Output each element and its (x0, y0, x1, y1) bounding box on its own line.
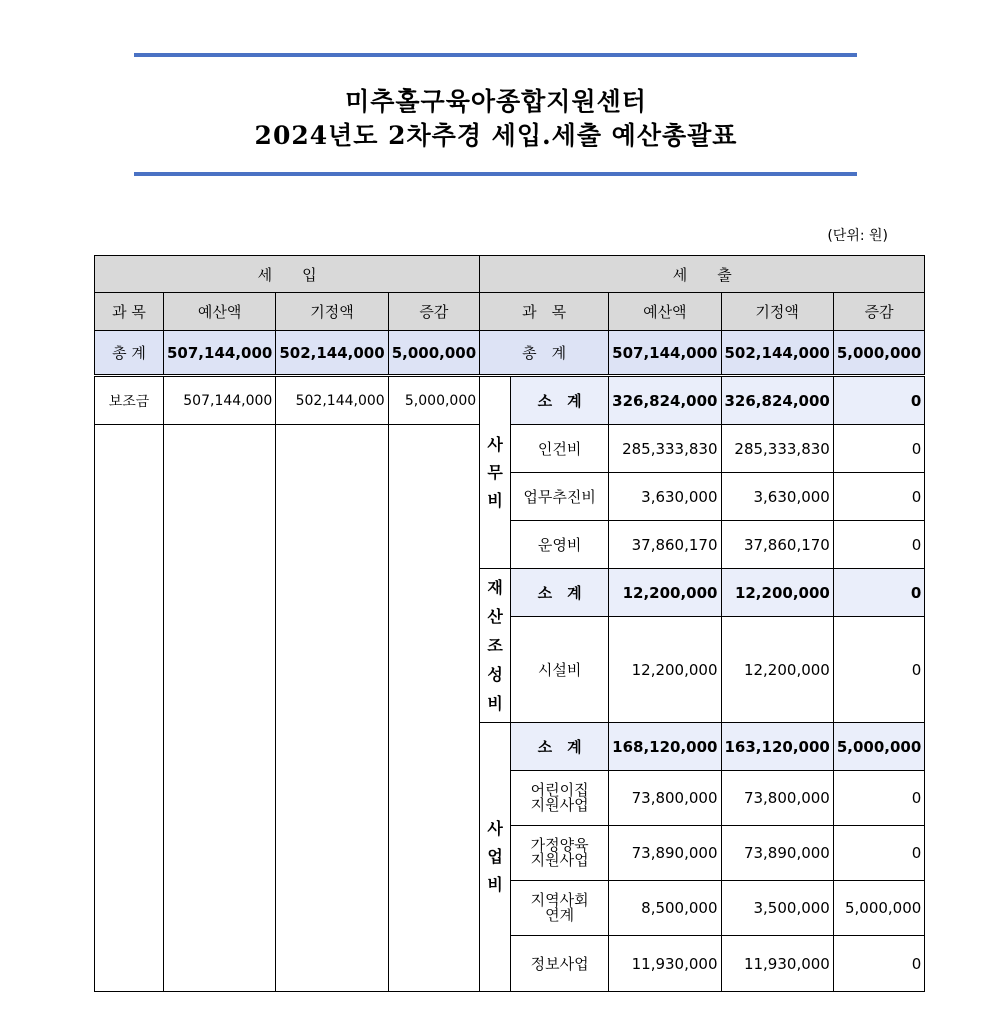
exp-item-label: 시설비 (511, 617, 609, 723)
group-property-label: 재 산 조 성 비 (480, 569, 511, 723)
exp-col-budget: 예산액 (609, 293, 721, 331)
exp-item-budget: 8,500,000 (609, 881, 721, 936)
exp-item-prior: 3,630,000 (721, 473, 833, 521)
rev-col-change: 증감 (388, 293, 479, 331)
exp-item-budget: 11,930,000 (609, 936, 721, 992)
exp-item-budget: 285,333,830 (609, 425, 721, 473)
exp-item-change: 5,000,000 (833, 881, 924, 936)
group-program-subtotal-change: 5,000,000 (833, 723, 924, 771)
exp-item-budget: 37,860,170 (609, 521, 721, 569)
exp-col-subject: 과 목 (480, 293, 609, 331)
exp-total-change: 5,000,000 (833, 331, 924, 376)
group-office-subtotal-budget: 326,824,000 (609, 376, 721, 425)
budget-table (94, 255, 925, 992)
group-property-subtotal-label: 소 계 (511, 569, 609, 617)
group-office-subtotal-prior: 326,824,000 (721, 376, 833, 425)
exp-item-label: 운영비 (511, 521, 609, 569)
rev-row-label: 보조금 (95, 376, 164, 425)
rev-empty-prior (276, 425, 388, 992)
exp-item-change: 0 (833, 425, 924, 473)
exp-total-prior: 502,144,000 (721, 331, 833, 376)
exp-item-label: 가정양육 지원사업 (511, 826, 609, 881)
rev-row-change: 5,000,000 (388, 376, 479, 425)
title-line2: 2024년도 2차추경 세입.세출 예산총괄표 (254, 121, 738, 150)
expenditure-header: 세 출 (480, 256, 925, 293)
group-program-label: 사 업 비 (480, 723, 511, 992)
exp-item-prior: 3,500,000 (721, 881, 833, 936)
exp-item-budget: 12,200,000 (609, 617, 721, 723)
exp-total-budget: 507,144,000 (609, 331, 721, 376)
rev-total-prior: 502,144,000 (276, 331, 388, 376)
exp-item-budget: 3,630,000 (609, 473, 721, 521)
exp-item-budget: 73,800,000 (609, 771, 721, 826)
title-line1: 미추홀구육아종합지원센터 (345, 87, 647, 116)
exp-item-change: 0 (833, 771, 924, 826)
exp-item-prior: 12,200,000 (721, 617, 833, 723)
rev-total-budget: 507,144,000 (164, 331, 276, 376)
rev-col-prior: 기정액 (276, 293, 388, 331)
exp-item-label: 정보사업 (511, 936, 609, 992)
rev-row-prior: 502,144,000 (276, 376, 388, 425)
group-property-subtotal-change: 0 (833, 569, 924, 617)
exp-item-prior: 73,800,000 (721, 771, 833, 826)
group-office-subtotal-label: 소 계 (511, 376, 609, 425)
exp-item-label: 어린이집 지원사업 (511, 771, 609, 826)
exp-item-change: 0 (833, 936, 924, 992)
exp-item-change: 0 (833, 521, 924, 569)
group-property-subtotal-budget: 12,200,000 (609, 569, 721, 617)
unit-label: (단위: 원) (827, 228, 888, 244)
exp-item-label: 업무추진비 (511, 473, 609, 521)
exp-col-change: 증감 (833, 293, 924, 331)
rev-col-budget: 예산액 (164, 293, 276, 331)
rev-col-subject: 과 목 (95, 293, 164, 331)
exp-item-prior: 37,860,170 (721, 521, 833, 569)
rev-empty-label (95, 425, 164, 992)
exp-item-prior: 73,890,000 (721, 826, 833, 881)
rev-empty-change (388, 425, 479, 992)
exp-col-prior: 기정액 (721, 293, 833, 331)
rev-total-change: 5,000,000 (388, 331, 479, 376)
group-office-subtotal-change: 0 (833, 376, 924, 425)
exp-item-budget: 73,890,000 (609, 826, 721, 881)
exp-item-change: 0 (833, 473, 924, 521)
exp-item-label: 인건비 (511, 425, 609, 473)
top-rule (134, 53, 857, 57)
group-program-subtotal-label: 소 계 (511, 723, 609, 771)
exp-item-change: 0 (833, 617, 924, 723)
group-program-subtotal-prior: 163,120,000 (721, 723, 833, 771)
group-office-label: 사 무 비 (480, 376, 511, 569)
revenue-header: 세 입 (95, 256, 480, 293)
bottom-rule (134, 172, 857, 176)
exp-item-prior: 285,333,830 (721, 425, 833, 473)
exp-item-prior: 11,930,000 (721, 936, 833, 992)
rev-empty-budget (164, 425, 276, 992)
exp-total-label: 총 계 (480, 331, 609, 376)
group-program-subtotal-budget: 168,120,000 (609, 723, 721, 771)
rev-row-budget: 507,144,000 (164, 376, 276, 425)
exp-item-change: 0 (833, 826, 924, 881)
group-property-subtotal-prior: 12,200,000 (721, 569, 833, 617)
rev-total-label: 총 계 (95, 331, 164, 376)
exp-item-label: 지역사회 연계 (511, 881, 609, 936)
